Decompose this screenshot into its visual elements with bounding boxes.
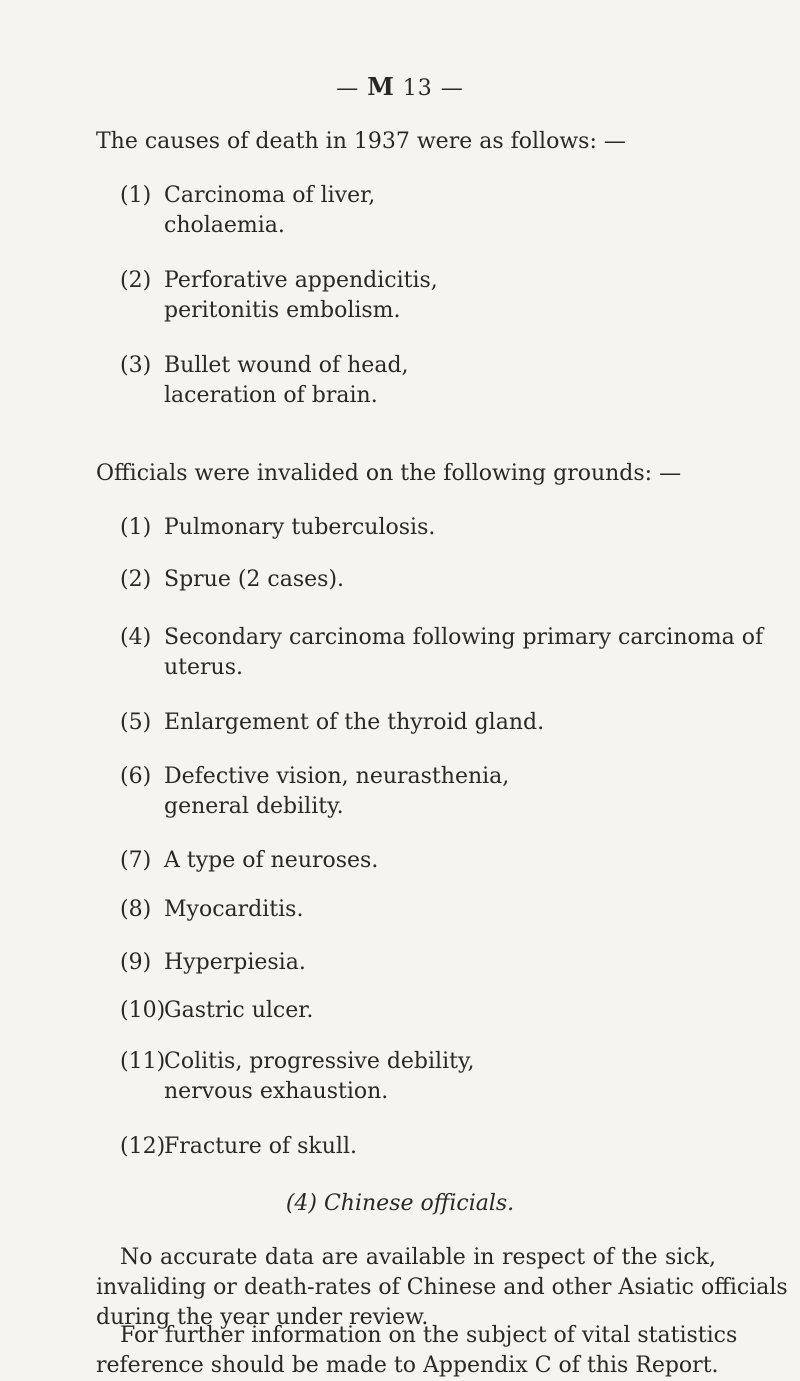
paragraph-line: during the year under review.	[96, 1305, 429, 1330]
invalided-item	[120, 565, 344, 595]
item-number: (4)	[120, 625, 152, 650]
item-text: Bullet wound of head,	[164, 353, 409, 378]
item-text: Colitis, progressive debility,	[164, 1049, 475, 1074]
item-number: (10)	[120, 998, 166, 1023]
item-continuation: cholaemia.	[164, 213, 285, 238]
death-item	[120, 351, 409, 381]
item-continuation: peritonitis embolism.	[164, 298, 401, 323]
item-number: (9)	[120, 950, 152, 975]
invalided-item	[120, 895, 303, 925]
item-number: (11)	[120, 1049, 166, 1074]
invalided-item	[120, 762, 509, 792]
paragraph-line: No accurate data are available in respect of the sick,	[120, 1245, 716, 1270]
item-number: (1)	[120, 515, 152, 540]
item-text: Secondary carcinoma following primary carcinoma of	[164, 625, 764, 650]
header-dash-right: —	[440, 76, 464, 101]
item-number: (2)	[120, 268, 152, 293]
header-dash-left: —	[336, 76, 360, 101]
item-number: (2)	[120, 567, 152, 592]
invalided-item	[120, 948, 306, 978]
item-number: (12)	[120, 1134, 166, 1159]
header-letter: M	[367, 72, 395, 101]
item-continuation: nervous exhaustion.	[164, 1079, 389, 1104]
item-continuation: uterus.	[164, 655, 243, 680]
item-text: A type of neuroses.	[164, 848, 379, 873]
section-paragraph-2	[96, 1321, 738, 1381]
invalided-item	[120, 623, 763, 653]
paragraph-line: reference should be made to Appendix C of this Report.	[96, 1353, 719, 1378]
page-header	[0, 72, 800, 101]
section-paragraph-1	[96, 1243, 788, 1333]
invalided-item	[120, 996, 313, 1026]
item-text: Gastric ulcer.	[164, 998, 314, 1023]
item-number: (8)	[120, 897, 152, 922]
item-number: (6)	[120, 764, 152, 789]
invalided-item	[120, 846, 378, 876]
item-text: Enlargement of the thyroid gland.	[164, 710, 545, 735]
item-continuation: laceration of brain.	[164, 383, 378, 408]
item-text: Carcinoma of liver,	[164, 183, 376, 208]
death-item	[120, 181, 375, 211]
invalided-intro: Officials were invalided on the following grounds: —	[96, 461, 682, 486]
invalided-item	[120, 1047, 474, 1077]
item-number: (3)	[120, 353, 152, 378]
item-text: Pulmonary tuberculosis.	[164, 515, 436, 540]
item-text: Hyperpiesia.	[164, 950, 306, 975]
item-number: (1)	[120, 183, 152, 208]
item-number: (7)	[120, 848, 152, 873]
item-text: Fracture of skull.	[164, 1134, 357, 1159]
page-number: 13	[402, 76, 433, 101]
deaths-intro: The causes of death in 1937 were as follows: —	[96, 129, 626, 154]
invalided-item	[120, 513, 435, 543]
item-continuation: general debility.	[164, 794, 344, 819]
item-text: Defective vision, neurasthenia,	[164, 764, 510, 789]
paragraph-line: invaliding or death-rates of Chinese and other Asiatic officials	[96, 1275, 788, 1300]
item-text: Perforative appendicitis,	[164, 268, 438, 293]
item-number: (5)	[120, 710, 152, 735]
invalided-item	[120, 1132, 357, 1162]
item-text: Sprue (2 cases).	[164, 567, 345, 592]
invalided-item	[120, 708, 544, 738]
section-heading: (4) Chinese officials.	[285, 1191, 515, 1216]
death-item	[120, 266, 438, 296]
item-text: Myocarditis.	[164, 897, 304, 922]
paragraph-line: For further information on the subject of vital statistics	[120, 1323, 738, 1348]
